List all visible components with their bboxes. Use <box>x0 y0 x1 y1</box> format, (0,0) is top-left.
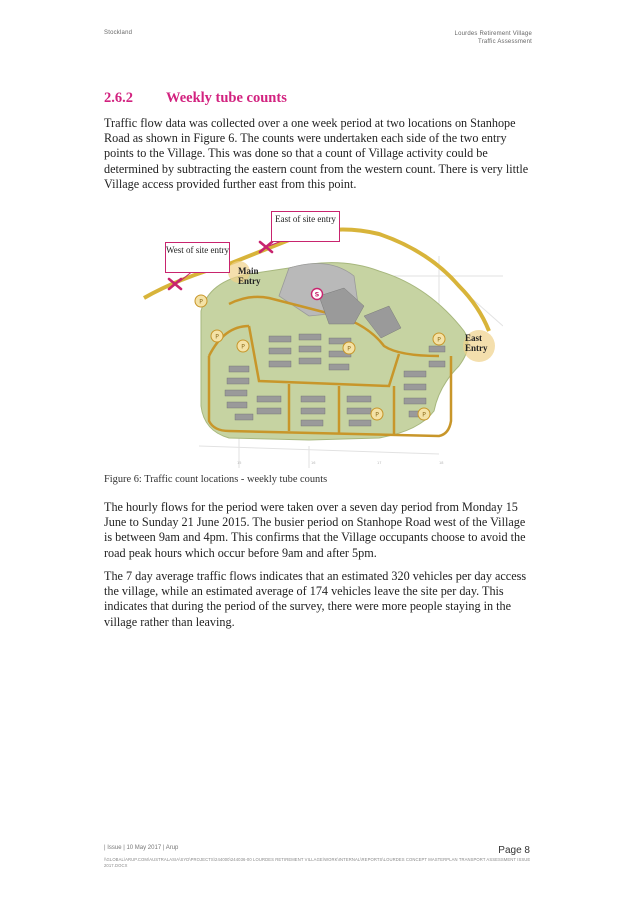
paragraph-intro: Traffic flow data was collected over a one week period at two locations on Stanhope Road as shown in Figure 6. The counts were undertaken each side of the two entry points to the Village. This was done so that a count of Village activity could be determined by subtracting the eastern count from the western count. There is very little Village access provided further east from this point. <box>104 116 529 191</box>
footer-page-number: Page 8 <box>498 845 530 856</box>
header-project-name: Lourdes Retirement Village <box>454 31 532 37</box>
section-number: 2.6.2 <box>104 90 133 106</box>
svg-text:18: 18 <box>439 461 444 465</box>
svg-text:P: P <box>241 343 245 351</box>
svg-text:P: P <box>347 345 351 353</box>
header-project <box>455 30 532 46</box>
label-main-entry: Main Entry <box>238 266 261 286</box>
svg-text:17: 17 <box>377 461 382 465</box>
svg-text:P: P <box>375 411 379 419</box>
svg-text:P: P <box>422 411 426 419</box>
label-east-entry: East Entry <box>465 333 488 353</box>
callout-east-of-entry: East of site entry <box>271 211 340 242</box>
svg-text:P: P <box>215 333 219 341</box>
svg-text:S: S <box>314 290 320 299</box>
footer-issue: | Issue | 10 May 2017 | Arup <box>104 845 179 851</box>
paragraph-hourly-flows: The hourly flows for the period were taken over a seven day period from Monday 15 June to Sunday 21 June 2015. The busier period on Stanhope Road west of the Village is between 9am and 4pm. This confirms that the Village occupants choose to avoid the road peak hours which occur before 9am and after 5pm. <box>104 500 526 560</box>
paragraph-average-flows: The 7 day average traffic flows indicates that an estimated 320 vehicles per day access the village, while an estimated average of 174 vehicles leave the site per day. This indicates that during the period of the survey, there were more people staying in the village rather than leaving. <box>104 569 527 629</box>
header-company: Stockland <box>104 30 133 36</box>
svg-text:P: P <box>199 298 203 306</box>
svg-text:P: P <box>437 336 441 344</box>
site-s-marker <box>312 289 323 300</box>
figure-caption: Figure 6: Traffic count locations - weekly tube counts <box>104 474 328 485</box>
section-heading <box>104 90 287 107</box>
svg-text:16: 16 <box>311 461 316 465</box>
section-title: Weekly tube counts <box>166 90 287 106</box>
svg-text:15: 15 <box>237 461 242 465</box>
footer-file-path: \\GLOBAL\ARUP.COM\AUSTRALASIA\SYD\PROJECTS\244000\244036-00 LOURDES RETIREMENT VILLAGE\WORK\INTERNAL\REPORTS\LOURDES CONCEPT MASTERPLAN TRANSPORT ASSESSMENT ISSUE 2017.DOCX <box>104 857 531 868</box>
callout-west-of-entry: West of site entry <box>165 242 230 273</box>
header-report-type: Traffic Assessment <box>478 39 532 45</box>
